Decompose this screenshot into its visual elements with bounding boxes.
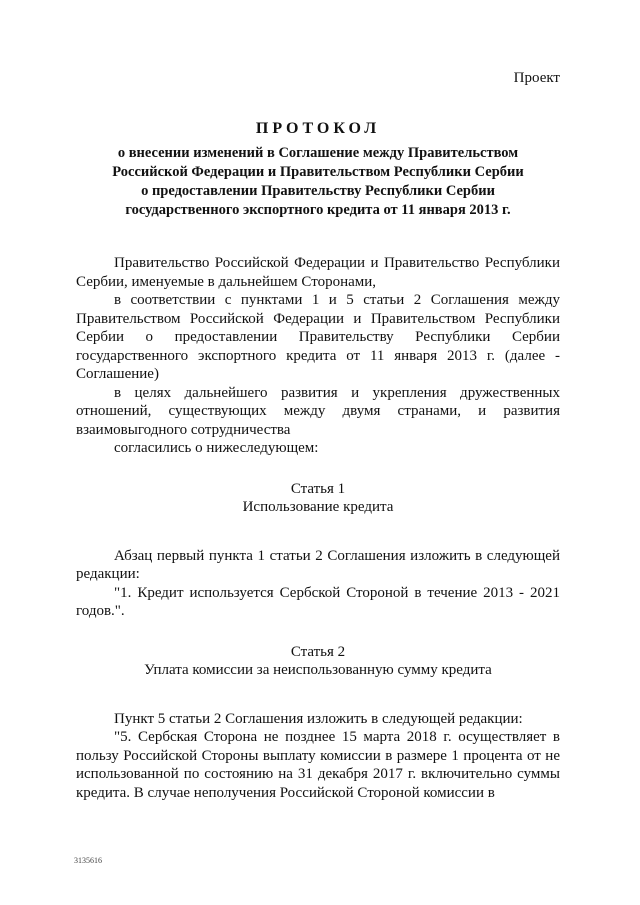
subtitle-line: о внесении изменений в Соглашение между Правительством xyxy=(117,145,519,161)
document-title: ПРОТОКОЛ xyxy=(255,120,381,137)
article-2-intro: Пункт 5 статьи 2 Соглашения изложить в следующей редакции: xyxy=(114,710,523,727)
subtitle-line: государственного экспортного кредита от 11 января 2013 г. xyxy=(125,202,511,218)
document-subtitle xyxy=(76,144,560,220)
document-code: 3135616 xyxy=(74,856,102,865)
subtitle-line: Российской Федерации и Правительством Республики Сербии xyxy=(112,164,524,180)
subtitle-line: о предоставлении Правительству Республики Сербии xyxy=(141,183,495,199)
article-1-heading: Использование кредита xyxy=(242,499,394,515)
document-body xyxy=(76,254,560,802)
preamble-purpose: в целях дальнейшего развития и укрепления дружественных отношений, существующих между двумя странами, и развития взаимовыгодного сотрудничества xyxy=(76,384,560,438)
article-1-number: Статья 1 xyxy=(290,480,346,497)
article-2-heading: Уплата комиссии за неиспользованную сумму кредита xyxy=(144,662,492,678)
preamble-basis: в соответствии с пунктами 1 и 5 статьи 2 Соглашения между Правительством Российской Федерации и Правительством Республики Сербии о предоставлении Правительству Республики Сербии государственного экспортного кредита от 11 января 2013 г. (далее - Соглашение) xyxy=(76,292,560,382)
article-2-number: Статья 2 xyxy=(290,643,346,660)
title-block xyxy=(76,120,560,220)
article-2-text: "5. Сербская Сторона не позднее 15 марта 2018 г. осуществляет в пользу Российской Стороны выплату комиссии в размере 1 процента от не использованной по состоянию на 31 декабря 2017 г. включительно суммы кредита. В случае неполучения Российской Стороной комиссии в xyxy=(76,729,560,801)
preamble-agreed: согласились о нижеследующем: xyxy=(114,440,319,456)
article-1-text: "1. Кредит используется Сербской Стороной в течение 2013 - 2021 годов.". xyxy=(76,584,560,619)
article-1-intro: Абзац первый пункта 1 статьи 2 Соглашения изложить в следующей редакции: xyxy=(76,547,560,582)
draft-stamp: Проект xyxy=(513,70,560,86)
preamble-parties: Правительство Российской Федерации и Правительство Республики Сербии, именуемые в дальнейшем Сторонами, xyxy=(76,255,560,290)
